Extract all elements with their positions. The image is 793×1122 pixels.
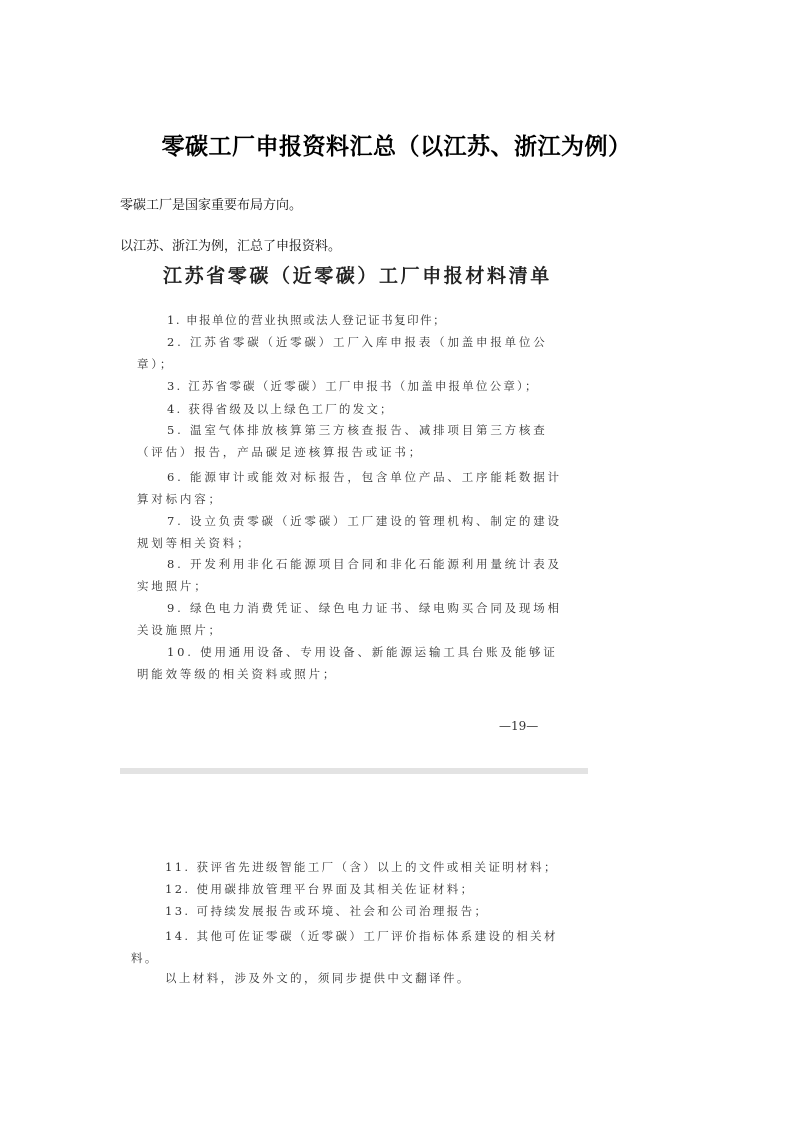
document-title: 零碳工厂申报资料汇总（以江苏、浙江为例） [161, 134, 632, 160]
list-item-12: 12. 使用碳排放管理平台界面及其相关佐证材料； [165, 882, 475, 896]
page-divider [120, 768, 588, 774]
list-item-7: 7. 设立负责零碳（近零碳）工厂建设的管理机构、制定的建设规划等相关资料； [137, 514, 562, 550]
list-item-10: 10. 使用通用设备、专用设备、新能源运输工具台账及能够证明能效等级的相关资料或照片； [137, 645, 558, 681]
list-item-13: 13. 可持续发展报告或环境、社会和公司治理报告； [165, 904, 489, 918]
intro-paragraph-1: 零碳工厂是国家重要布局方向。 [120, 198, 303, 213]
list-item-5: 5. 温室气体排放核算第三方核查报告、减排项目第三方核查（评估）报告，产品碳足迹核算报告或证书； [137, 423, 548, 459]
list-item-4: 4. 获得省级及以上绿色工厂的发文； [167, 402, 394, 416]
translation-note: 以上材料，涉及外文的，须同步提供中文翻译件。 [165, 971, 471, 985]
list-item-2: 2. 江苏省零碳（近零碳）工厂入库申报表（加盖申报单位公章）； [137, 335, 548, 371]
list-item-8: 8. 开发利用非化石能源项目合同和非化石能源利用量统计表及实地照片； [137, 557, 562, 593]
materials-list-heading: 江苏省零碳（近零碳）工厂申报材料清单 [163, 265, 552, 287]
list-item-3: 3. 江苏省零碳（近零碳）工厂申报书（加盖申报单位公章）； [167, 379, 539, 393]
page-number: —19— [499, 719, 539, 733]
list-item-1: 1. 申报单位的营业执照或法人登记证书复印件； [167, 313, 447, 327]
intro-paragraph-2: 以江苏、浙江为例，汇总了申报资料。 [120, 239, 342, 254]
list-item-11: 11. 获评省先进级智能工厂（含）以上的文件或相关证明材料； [165, 860, 558, 874]
list-item-14: 14. 其他可佐证零碳（近零碳）工厂评价指标体系建设的相关材料。 [131, 929, 558, 965]
list-item-9: 9. 绿色电力消费凭证、绿色电力证书、绿电购买合同及现场相关设施照片； [137, 601, 562, 637]
list-item-6: 6. 能源审计或能效对标报告，包含单位产品、工序能耗数据计算对标内容； [137, 470, 562, 506]
